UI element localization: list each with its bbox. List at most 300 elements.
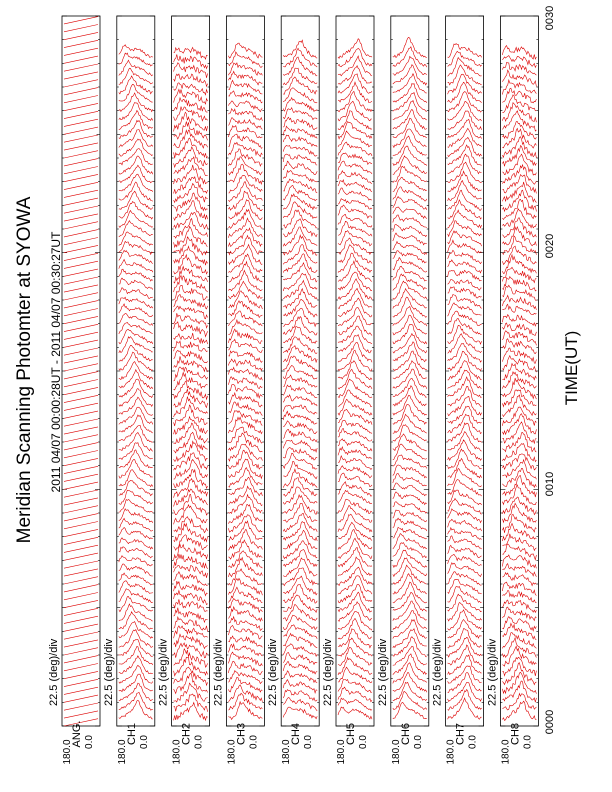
intensity-trace	[338, 111, 372, 130]
intensity-trace	[338, 74, 372, 94]
time-range-subtitle: 2011 04/07 00:00:28UT - 2011 04/07 00:30:27UT	[49, 231, 63, 493]
panel-scale-label: 22.5 (deg)/div	[212, 638, 225, 706]
intensity-trace	[393, 527, 427, 539]
panel-channel-label: CH4	[290, 722, 303, 746]
intensity-trace	[448, 162, 482, 183]
intensity-trace	[393, 342, 427, 362]
intensity-trace	[119, 165, 153, 183]
intensity-trace	[338, 428, 372, 441]
intensity-trace	[283, 289, 317, 308]
intensity-trace	[393, 558, 427, 577]
panel-scale-label: 22.5 (deg)/div	[431, 638, 444, 706]
intensity-trace	[448, 65, 482, 85]
y-tick-label: 0.0	[84, 735, 95, 749]
intensity-trace	[283, 68, 317, 85]
intensity-trace	[174, 89, 208, 104]
panel-scale-label: 22.5 (deg)/div	[376, 638, 389, 706]
y-tick-label: 0.0	[303, 735, 315, 749]
panel-channel-label: ANG.	[71, 720, 83, 748]
intensity-trace	[119, 443, 153, 460]
intensity-trace	[283, 568, 317, 586]
intensity-trace	[228, 685, 262, 702]
intensity-trace	[338, 171, 372, 184]
intensity-trace	[119, 102, 153, 120]
y-tick-label: 0.0	[358, 735, 369, 749]
intensity-trace	[283, 487, 317, 504]
intensity-trace	[448, 690, 482, 711]
intensity-trace	[283, 375, 317, 387]
intensity-trace	[228, 236, 262, 255]
intensity-trace	[393, 629, 427, 648]
intensity-trace	[448, 440, 482, 460]
intensity-trace	[119, 330, 153, 345]
intensity-trace	[502, 364, 536, 380]
intensity-trace	[448, 396, 482, 415]
intensity-trace	[174, 201, 208, 221]
panel-ch5	[322, 16, 374, 765]
y-tick-label: 180.0	[445, 739, 457, 765]
intensity-trace	[338, 253, 372, 273]
intensity-trace	[393, 673, 427, 693]
intensity-trace	[448, 666, 482, 683]
intensity-trace	[393, 369, 427, 389]
intensity-trace	[228, 587, 262, 602]
intensity-trace	[448, 655, 482, 675]
chart-title: Meridian Scanning Photomter at SYOWA	[14, 196, 35, 544]
intensity-trace	[174, 489, 208, 507]
intensity-trace	[228, 200, 262, 220]
intensity-trace	[338, 629, 372, 648]
intensity-trace	[174, 453, 208, 470]
intensity-trace	[338, 466, 372, 478]
panel-scale-label: 22.5 (deg)/div	[322, 638, 334, 706]
trace-group	[502, 46, 536, 721]
intensity-trace	[228, 142, 262, 156]
panel-ch2	[158, 16, 210, 765]
intensity-trace	[283, 430, 317, 442]
intensity-trace	[502, 444, 536, 462]
panel-ch6	[377, 16, 429, 765]
intensity-trace	[228, 191, 262, 211]
intensity-trace	[448, 210, 482, 228]
intensity-trace	[119, 564, 153, 576]
intensity-trace	[228, 468, 262, 488]
trace-group	[228, 43, 262, 719]
intensity-trace	[393, 56, 427, 75]
intensity-trace	[502, 62, 536, 75]
trace-group	[174, 47, 208, 720]
intensity-trace	[283, 585, 317, 604]
intensity-trace	[228, 254, 262, 273]
intensity-trace	[119, 581, 153, 594]
intensity-trace	[283, 185, 317, 200]
intensity-trace	[283, 453, 317, 469]
intensity-trace	[228, 52, 262, 67]
y-tick-label: 0.0	[193, 735, 205, 749]
intensity-trace	[393, 281, 427, 299]
intensity-trace	[119, 370, 153, 389]
intensity-trace	[448, 44, 482, 58]
intensity-trace	[119, 656, 153, 674]
intensity-trace	[228, 210, 262, 229]
x-axis-label: TIME(UT)	[562, 330, 581, 406]
intensity-trace	[283, 235, 317, 255]
intensity-trace	[119, 604, 153, 621]
intensity-trace	[174, 237, 208, 255]
intensity-trace	[338, 39, 372, 59]
intensity-trace	[502, 103, 536, 123]
intensity-trace	[119, 260, 153, 273]
intensity-trace	[119, 322, 153, 334]
intensity-trace	[174, 517, 208, 533]
intensity-trace	[174, 372, 208, 390]
y-tick-label: 0.0	[138, 735, 150, 749]
intensity-trace	[119, 646, 153, 665]
y-tick-label: 0.0	[412, 735, 424, 749]
intensity-trace	[283, 558, 317, 577]
intensity-trace	[283, 245, 317, 265]
intensity-trace	[119, 480, 153, 495]
intensity-trace	[119, 630, 153, 648]
intensity-trace	[119, 528, 153, 539]
intensity-trace	[283, 461, 317, 478]
intensity-trace	[119, 518, 153, 531]
intensity-trace	[283, 57, 317, 76]
intensity-trace	[393, 574, 427, 594]
intensity-trace	[119, 352, 153, 370]
intensity-trace	[448, 171, 482, 191]
intensity-trace	[448, 587, 482, 603]
intensity-trace	[119, 397, 153, 415]
intensity-trace	[228, 558, 262, 577]
intensity-trace	[338, 101, 372, 121]
intensity-trace	[393, 620, 427, 639]
intensity-trace	[174, 470, 208, 489]
intensity-trace	[338, 499, 372, 513]
intensity-trace	[228, 262, 262, 283]
intensity-trace	[502, 433, 536, 453]
intensity-trace	[393, 109, 427, 129]
intensity-trace	[393, 118, 427, 138]
intensity-trace	[228, 569, 262, 585]
panel-ch1	[103, 16, 155, 765]
x-tick-label: 0000	[544, 709, 556, 735]
intensity-trace	[338, 308, 372, 326]
intensity-trace	[119, 60, 153, 76]
panel-ch8	[486, 16, 538, 765]
intensity-trace	[283, 40, 317, 58]
intensity-trace	[448, 334, 482, 354]
intensity-trace	[119, 509, 153, 523]
intensity-trace	[228, 301, 262, 318]
intensity-trace	[228, 578, 262, 595]
intensity-trace	[228, 157, 262, 175]
intensity-trace	[393, 136, 427, 155]
trace-group	[448, 44, 482, 720]
panel-scale-label: 22.5 (deg)/div	[102, 638, 115, 706]
intensity-trace	[283, 98, 317, 112]
intensity-trace	[502, 694, 536, 711]
intensity-trace	[502, 534, 536, 551]
intensity-trace	[502, 503, 536, 522]
intensity-trace	[283, 550, 317, 567]
intensity-trace	[393, 289, 427, 309]
intensity-trace	[174, 107, 208, 121]
intensity-trace	[448, 594, 482, 612]
intensity-trace	[338, 238, 372, 254]
trace-group	[338, 39, 372, 720]
intensity-trace	[283, 227, 317, 246]
intensity-trace	[502, 356, 536, 373]
intensity-trace	[119, 407, 153, 424]
panel-channel-label: CH6	[399, 722, 412, 746]
intensity-trace	[174, 626, 208, 638]
intensity-trace	[393, 65, 427, 85]
intensity-trace	[502, 468, 536, 487]
intensity-trace	[502, 681, 536, 702]
intensity-trace	[393, 166, 427, 183]
intensity-trace	[283, 254, 317, 273]
panel-scale-label: 22.5 (deg)/div	[486, 638, 499, 706]
intensity-trace	[174, 130, 208, 148]
intensity-trace	[448, 295, 482, 309]
x-tick-label: 0020	[544, 233, 556, 259]
intensity-trace	[448, 637, 482, 657]
intensity-trace	[119, 692, 153, 710]
panel-channel-label: CH5	[345, 722, 357, 746]
intensity-trace	[228, 486, 262, 505]
intensity-trace	[228, 339, 262, 352]
intensity-trace	[174, 157, 208, 176]
intensity-trace	[174, 306, 208, 319]
intensity-trace	[228, 521, 262, 540]
panel-frame	[391, 16, 429, 726]
intensity-trace	[228, 101, 262, 112]
intensity-trace	[338, 409, 372, 424]
intensity-trace	[393, 93, 427, 112]
intensity-trace	[393, 425, 427, 442]
intensity-trace	[228, 661, 262, 674]
intensity-trace	[174, 683, 208, 702]
intensity-trace	[448, 270, 482, 281]
intensity-trace	[228, 91, 262, 103]
intensity-trace	[338, 231, 372, 246]
intensity-trace	[502, 395, 536, 417]
intensity-trace	[228, 617, 262, 631]
panel-ch7	[432, 16, 484, 765]
intensity-trace	[393, 224, 427, 236]
panel-scale-label: 22.5 (deg)/div	[48, 638, 60, 706]
intensity-trace	[393, 378, 427, 397]
intensity-trace	[502, 137, 536, 158]
intensity-trace	[338, 350, 372, 371]
intensity-trace	[283, 308, 317, 326]
intensity-trace	[174, 138, 208, 158]
intensity-trace	[502, 304, 536, 314]
intensity-trace	[338, 316, 372, 336]
intensity-trace	[338, 557, 372, 576]
intensity-trace	[174, 405, 208, 426]
intensity-trace	[119, 221, 153, 237]
intensity-trace	[502, 600, 536, 612]
intensity-trace	[228, 329, 262, 344]
intensity-trace	[228, 228, 262, 246]
intensity-trace	[119, 250, 153, 263]
intensity-trace	[174, 83, 208, 95]
intensity-trace	[338, 680, 372, 693]
intensity-trace	[393, 702, 427, 718]
trace-group	[393, 37, 427, 718]
intensity-trace	[448, 536, 482, 549]
intensity-trace	[502, 111, 536, 131]
intensity-trace	[502, 414, 536, 435]
intensity-trace	[174, 441, 208, 461]
trace-group	[64, 17, 98, 726]
intensity-trace	[338, 611, 372, 630]
intensity-trace	[502, 544, 536, 560]
intensity-trace	[283, 707, 317, 719]
intensity-trace	[119, 130, 153, 148]
intensity-trace	[119, 174, 153, 192]
intensity-trace	[338, 221, 372, 236]
intensity-trace	[338, 707, 372, 719]
intensity-trace	[283, 202, 317, 219]
intensity-trace	[338, 361, 372, 380]
intensity-trace	[448, 119, 482, 138]
intensity-trace	[393, 565, 427, 584]
intensity-trace	[228, 693, 262, 710]
intensity-trace	[502, 390, 536, 407]
panel-scale-label: 22.5 (deg)/div	[157, 638, 170, 706]
intensity-trace	[448, 449, 482, 469]
y-tick-label: 0.0	[522, 735, 534, 749]
intensity-trace	[119, 93, 153, 112]
intensity-trace	[502, 331, 536, 346]
intensity-trace	[283, 346, 317, 363]
intensity-trace	[448, 423, 482, 442]
y-tick-label: 180.0	[281, 739, 293, 765]
intensity-trace	[448, 74, 482, 94]
intensity-trace	[393, 663, 427, 684]
intensity-trace	[174, 423, 208, 444]
intensity-trace	[338, 199, 372, 210]
intensity-trace	[119, 459, 153, 478]
intensity-trace	[502, 476, 536, 498]
intensity-trace	[393, 242, 427, 255]
intensity-trace	[119, 84, 153, 102]
intensity-trace	[393, 601, 427, 621]
intensity-trace	[283, 88, 317, 103]
intensity-trace	[283, 513, 317, 531]
intensity-trace	[174, 350, 208, 363]
intensity-trace	[502, 555, 536, 568]
intensity-trace	[228, 702, 262, 720]
intensity-trace	[119, 111, 153, 130]
intensity-trace	[283, 448, 317, 461]
intensity-trace	[393, 592, 427, 611]
panel-channel-label: CH1	[125, 722, 138, 746]
intensity-trace	[119, 683, 153, 701]
intensity-trace	[502, 190, 536, 211]
intensity-trace	[393, 156, 427, 174]
intensity-trace	[393, 37, 427, 57]
intensity-trace	[283, 273, 317, 291]
intensity-trace	[283, 395, 317, 406]
intensity-trace	[338, 658, 372, 676]
intensity-trace	[393, 315, 427, 335]
y-tick-label: 180.0	[171, 739, 183, 765]
intensity-trace	[502, 701, 536, 720]
intensity-trace	[119, 362, 153, 380]
intensity-trace	[393, 502, 427, 513]
panel-channel-label: CH7	[454, 722, 467, 746]
intensity-trace	[174, 147, 208, 167]
intensity-trace	[502, 623, 536, 639]
intensity-trace	[393, 307, 427, 327]
intensity-trace	[393, 550, 427, 567]
intensity-trace	[119, 288, 153, 299]
y-tick-label: 180.0	[62, 739, 73, 765]
intensity-trace	[448, 128, 482, 147]
intensity-trace	[393, 101, 427, 121]
intensity-trace	[283, 263, 317, 282]
angle-scan-trace	[64, 17, 98, 726]
intensity-trace	[283, 77, 317, 94]
intensity-trace	[174, 74, 208, 86]
intensity-trace	[228, 540, 262, 559]
y-tick-label: 180.0	[390, 739, 402, 765]
intensity-trace	[119, 640, 153, 657]
intensity-trace	[502, 227, 536, 246]
intensity-trace	[448, 287, 482, 298]
intensity-trace	[283, 154, 317, 165]
y-tick-label: 180.0	[116, 739, 128, 765]
intensity-trace	[448, 673, 482, 693]
intensity-trace	[502, 165, 536, 185]
intensity-trace	[283, 146, 317, 157]
intensity-trace	[338, 131, 372, 147]
intensity-trace	[338, 326, 372, 344]
intensity-trace	[228, 607, 262, 621]
intensity-trace	[119, 433, 153, 452]
intensity-trace	[338, 567, 372, 585]
intensity-trace	[119, 156, 153, 174]
intensity-trace	[502, 236, 536, 255]
intensity-trace	[393, 434, 427, 451]
intensity-trace	[338, 91, 372, 112]
intensity-trace	[502, 154, 536, 175]
intensity-trace	[393, 351, 427, 371]
intensity-trace	[448, 111, 482, 130]
intensity-trace	[502, 372, 536, 389]
intensity-trace	[174, 63, 208, 78]
intensity-trace	[228, 118, 262, 130]
intensity-trace	[119, 76, 153, 94]
intensity-trace	[283, 530, 317, 549]
intensity-trace	[338, 48, 372, 67]
intensity-trace	[502, 122, 536, 140]
intensity-trace	[393, 84, 427, 103]
intensity-trace	[283, 503, 317, 522]
intensity-trace	[283, 161, 317, 174]
intensity-trace	[393, 682, 427, 700]
intensity-trace	[502, 638, 536, 658]
intensity-trace	[119, 450, 153, 468]
intensity-trace	[119, 139, 153, 156]
x-tick-label: 0010	[544, 471, 556, 497]
intensity-trace	[228, 671, 262, 684]
y-tick-label: 0.0	[467, 735, 479, 749]
